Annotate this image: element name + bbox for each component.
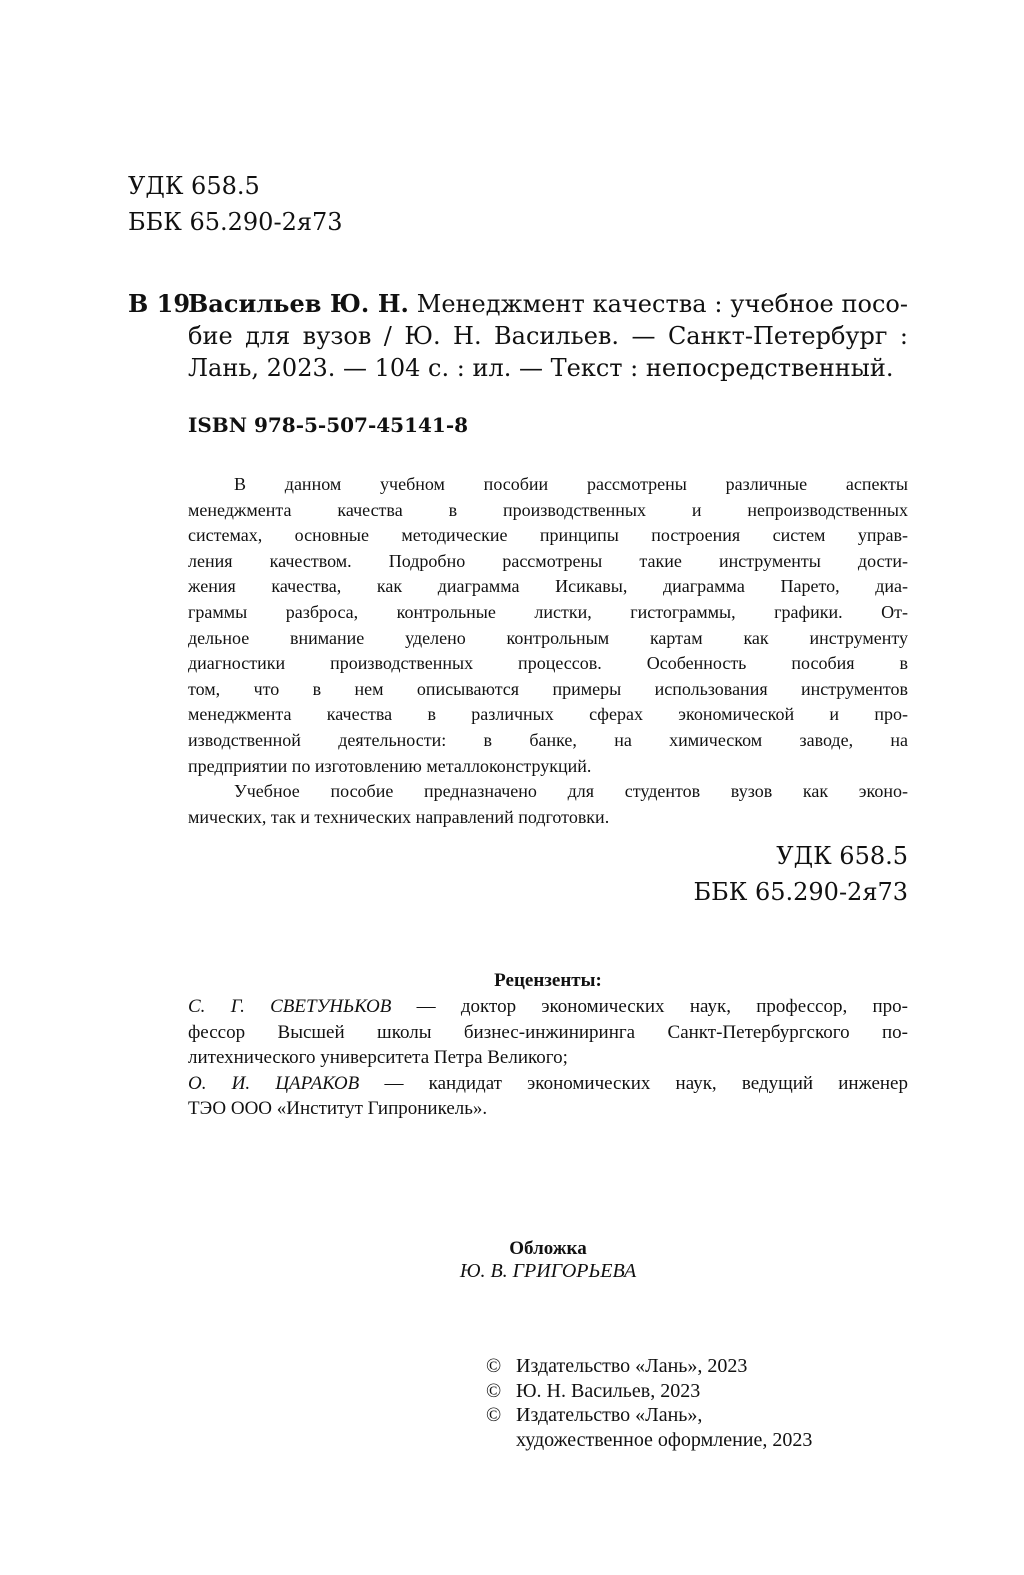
- reviewer-2-desc: — кандидат экономических наук, ведущий инженер: [359, 1072, 908, 1094]
- bbk-code-top: ББК 65.290-2я73: [128, 208, 343, 236]
- copyright-block: [486, 1354, 812, 1452]
- reviewer-2-line-1: [188, 1071, 908, 1097]
- author-name: Васильев Ю. Н.: [188, 289, 409, 318]
- reviewer-1-line-3: литехнического университета Петра Великого;: [188, 1047, 568, 1068]
- biblio-line-3: Лань, 2023. — 104 с. : ил. — Текст : непосредственный.: [188, 354, 894, 382]
- abstract-line: системах, основные методические принципы построения систем управ-: [188, 525, 908, 546]
- abstract-line: граммы разброса, контрольные листки, гистограммы, графики. От-: [188, 601, 908, 622]
- abstract-line: том, что в нем описываются примеры использования инструментов: [188, 678, 908, 699]
- biblio-line-1: [188, 288, 908, 320]
- biblio-title: Менеджмент качества : учебное посо-: [408, 290, 908, 318]
- copyright-icon: ©: [486, 1379, 502, 1402]
- isbn: ISBN 978-5-507-45141-8: [188, 413, 469, 437]
- abstract: [188, 472, 908, 830]
- udk-code-top: УДК 658.5: [128, 172, 260, 200]
- reviewer-1-desc: — доктор экономических наук, профессор, про-: [391, 996, 908, 1017]
- reviewer-1-name: С. Г. СВЕТУНЬКОВ: [188, 996, 392, 1017]
- abstract-line: изводственной деятельности: в банке, на химическом заводе, на: [188, 729, 908, 750]
- udk-code-bottom: УДК 658.5: [776, 842, 908, 870]
- copyright-line: [486, 1354, 812, 1379]
- bbk-code-bottom: ББК 65.290-2я73: [693, 878, 908, 906]
- copyright-line: [486, 1379, 812, 1404]
- abstract-line: менеджмента качества в различных сферах экономической и про-: [188, 704, 908, 725]
- reviewer-1-line-1: [188, 994, 908, 1020]
- reviewer-1-line-2: фессор Высшей школы бизнес-инжиниринга Санкт-Петербургского по-: [188, 1021, 908, 1043]
- reviewer-2-name: О. И. ЦАРАКОВ: [188, 1072, 360, 1094]
- reviewer-2-line-2: ТЭО ООО «Институт Гипроникель».: [188, 1098, 488, 1119]
- copyright-text: Ю. Н. Васильев, 2023: [516, 1379, 701, 1402]
- reviewers-list: [188, 994, 908, 1122]
- abstract-line: менеджмента качества в производственных и непроизводственных: [188, 499, 908, 520]
- abstract-line: ления качеством. Подробно рассмотрены такие инструменты дости-: [188, 550, 908, 571]
- reviewers-heading: Рецензенты:: [494, 970, 602, 991]
- abstract-line: жения качества, как диаграмма Исикавы, диаграмма Парето, диа-: [188, 576, 908, 597]
- copyright-line: художественное оформление, 2023: [516, 1428, 813, 1451]
- abstract-line: предприятии по изготовлению металлоконструкций.: [188, 755, 592, 776]
- copyright-text: Издательство «Лань»,: [516, 1404, 703, 1426]
- biblio-line-2: бие для вузов / Ю. Н. Васильев. — Санкт-Петербург :: [188, 322, 908, 350]
- author-mark: В 19: [128, 289, 191, 318]
- cover-designer: Ю. В. ГРИГОРЬЕВА: [459, 1260, 637, 1282]
- abstract-line: В данном учебном пособии рассмотрены различные аспекты: [234, 474, 908, 494]
- copyright-text: Издательство «Лань», 2023: [516, 1355, 748, 1377]
- copyright-icon: ©: [486, 1355, 502, 1377]
- abstract-line: дельное внимание уделено контрольным картам как инструменту: [188, 627, 908, 648]
- copyright-line: [486, 1403, 812, 1428]
- abstract-line: Учебное пособие предназначено для студентов вузов как эконо-: [234, 781, 908, 802]
- abstract-line: мических, так и технических направлений подготовки.: [188, 806, 610, 827]
- cover-heading: Обложка: [509, 1238, 587, 1259]
- abstract-line: диагностики производственных процессов. Особенность пособия в: [188, 653, 908, 674]
- bibliographic-record: [188, 288, 908, 384]
- copyright-icon: ©: [486, 1404, 502, 1426]
